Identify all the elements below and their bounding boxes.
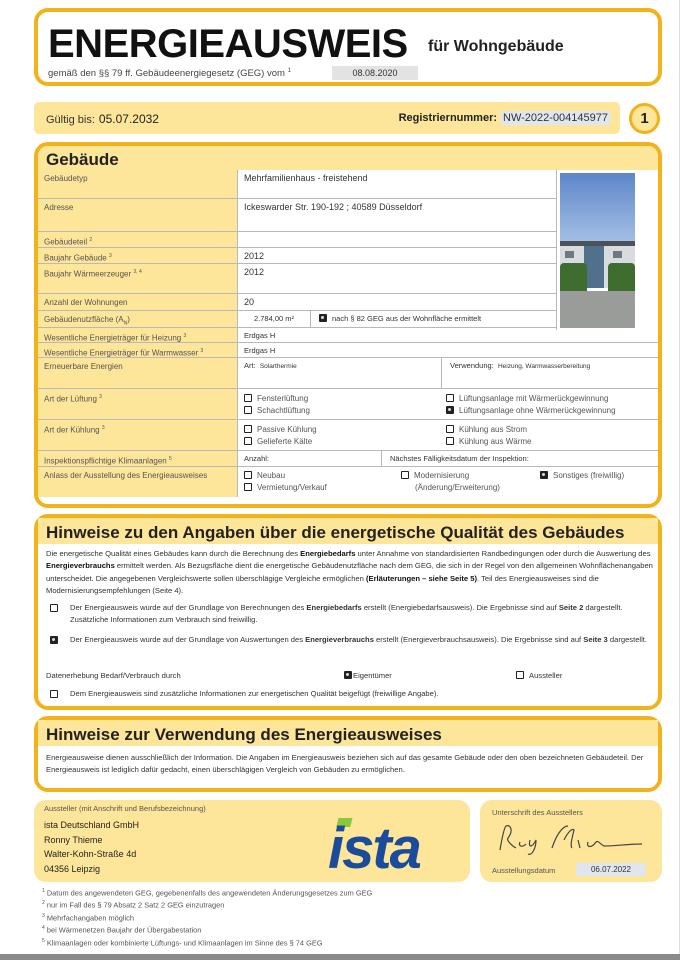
ventilation-option[interactable]: Lüftungsanlage ohne Wärmerückgewinnung (446, 405, 616, 417)
checkbox[interactable] (244, 471, 252, 479)
cooling-option[interactable]: Kühlung aus Strom (446, 424, 531, 436)
quality-notes-intro: Die energetische Qualität eines Gebäudes kann durch die Berechnung des Energiebedarfs unter Annahme von standardisierten Randbedingungen oder durch die Auswertung des Energieverbrauchs ermittelt werden. Als Bezugsfläche dient die energetische Gebäudenutzfläche nach dem GEG, die sich in der Regel von den allgemeinen Wohnflächenangaben unterscheidet. Die angegebenen Vergleichswerte sollen überschlägige Vergleiche ermöglichen (Erläuterungen – siehe Seite 5). Teil des Energieausweises sind die Modernisierungsempfehlungen (Seite 4). (46, 549, 653, 596)
ventilation-options-left (239, 389, 315, 419)
heating-energy-value: Erdgas H (244, 331, 276, 340)
issue-reason-option[interactable]: Modernisierung (Änderung/Erweiterung) (401, 470, 511, 494)
registration-number: Registriernummer: NW-2022-004145977 (398, 112, 608, 124)
data-collection-label: Datenerhebung Bedarf/Verbrauch durch (46, 671, 181, 680)
footnote: $^4$ bei Wärmenetzen Baujahr der Übergabestation (42, 925, 202, 935)
issue-reason-middle (396, 467, 516, 497)
checkbox[interactable] (244, 425, 252, 433)
table-row: Art der Lüftung $^3$ Fensterlüftung Schachtlüftung Lüftungsanlage mit Wärmerückgewinnung Lüftungsanlage ohne Wärmerückgewinnung (38, 389, 658, 420)
table-row: Gebäudenutzfläche $(A_N)$ 2.784,00 m² nach § 82 GEG aus der Wohnfläche ermittelt (38, 311, 557, 328)
ventilation-option[interactable]: Fensterlüftung (244, 393, 310, 405)
valid-until: Gültig bis: 05.07.2032 (46, 112, 159, 126)
viewer-bottom-bar (0, 954, 680, 960)
cooling-option[interactable]: Gelieferte Kälte (244, 436, 317, 448)
cooling-options-left (239, 420, 322, 450)
checkbox[interactable] (401, 471, 409, 479)
law-date-field: 08.08.2020 (332, 66, 418, 80)
checkbox[interactable] (50, 604, 58, 612)
signature-image (492, 818, 652, 858)
usage-notes-section (34, 716, 662, 792)
renewable-type: Art: Solarthermie (244, 361, 297, 370)
page-number-badge: 1 (629, 103, 660, 134)
certificate-header (34, 8, 662, 86)
ventilation-options-right (441, 389, 621, 419)
footnote: $^1$ Datum des angewendeten GEG, gegebenenfalls des angewendeten Änderungsgesetzes zum GEG (42, 888, 373, 898)
checkbox-checked[interactable] (50, 636, 58, 644)
issuer-option[interactable]: Aussteller (516, 670, 562, 682)
quality-notes-section: Hinweise zu den Angaben über die energetische Qualität des Gebäudes Die energetische Qualität eines Gebäudes kann durch die Berechnung des Energiebedarfs unter Annahme von standardisierten Randbedingungen oder durch die Auswertung des Energieverbrauchs ermittelt werden. Als Bezugsfläche dient die energetische Gebäudenutzfläche nach dem GEG, die sich in der Regel von den allgemeinen Wohnflächenangaben unterscheidet. Die angegebenen Vergleichswerte sollen überschlägige Vergleiche ermöglichen (Erläuterungen – siehe Seite 5). Teil des Energieausweises sind die Modernisierungsempfehlungen (Seite 4). Der Energieausweis wurde auf der Grundlage von Berechnungen des Energiebedarfs erstellt (Energiebedarfsausweis). Die Ergebnisse sind auf Seite 2 dargestellt. Zusätzliche Informationen zum Verbrauch sind freiwillig. Der Energieausweis wurde auf der Grundlage von Auswertungen des Energieverbrauchs erstellt (Energieverbrauchsausweis). Die Ergebnisse sind auf Seite 3 dargestellt. Datenerhebung Bedarf/Verbrauch durch Eigentümer Aussteller Dem Energieausweis sind zusätzliche Informationen zur energetischen Qualität beigefügt (freiwillige Angabe). (34, 514, 662, 710)
checkbox[interactable] (244, 483, 252, 491)
hotwater-energy-value: Erdgas H (244, 346, 276, 355)
signature-heading: Unterschrift des Ausstellers (492, 808, 583, 817)
issuer-box (34, 800, 470, 882)
building-part-value (239, 232, 249, 247)
ventilation-option[interactable]: Lüftungsanlage mit Wärmerückgewinnung (446, 393, 616, 405)
issue-reason-option[interactable]: Neubau (244, 470, 327, 482)
cooling-option[interactable]: Kühlung aus Wärme (446, 436, 531, 448)
table-row: Gebäudeteil $^2$ (38, 232, 557, 248)
checkbox[interactable] (516, 671, 524, 679)
table-row: Baujahr Wärmeerzeuger $^{3, 4}$ 2012 (38, 264, 557, 294)
checkbox[interactable] (244, 437, 252, 445)
quality-notes-title: Hinweise zu den Angaben über die energetische Qualität des Gebäudes (38, 518, 658, 544)
usage-notes-title: Hinweise zur Verwendung des Energieausweises (38, 720, 658, 746)
checkbox-checked[interactable] (446, 406, 454, 414)
construction-year-value: 2012 (244, 251, 265, 261)
issue-reason-right (535, 467, 629, 497)
checkbox-checked[interactable] (540, 471, 548, 479)
issue-reason-left (239, 467, 332, 497)
floor-area-value: 2.784,00 m² (253, 314, 295, 323)
building-photo-image (560, 173, 635, 328)
validity-bar (34, 102, 620, 134)
issue-reason-option[interactable]: Sonstiges (freiwillig) (540, 470, 624, 482)
issue-date-value: 06.07.2022 (576, 863, 646, 876)
signature-box (480, 800, 662, 882)
footnote: $^3$ Mehrfachangaben möglich (42, 912, 134, 923)
building-section-title: Gebäude (38, 146, 658, 170)
registration-number-value: NW-2022-004145977 (503, 112, 608, 124)
table-row: Art der Kühlung $^3$ Passive Kühlung Gelieferte Kälte Kühlung aus Strom Kühlung aus Wärme (38, 420, 658, 451)
checkbox[interactable] (446, 425, 454, 433)
valid-until-value: 05.07.2032 (98, 112, 159, 126)
table-row: Inspektionspflichtige Klimaanlagen $^5$ Anzahl: Nächstes Fälligkeitsdatum der Inspektion: (38, 451, 658, 467)
table-row: Adresse Ickeswarder Str. 190-192 ; 40589 Düsseldorf (38, 199, 557, 232)
ac-inspection-due: Nächstes Fälligkeitsdatum der Inspektion: (390, 454, 529, 463)
address-value: Ickeswarder Str. 190-192 ; 40589 Düsseldorf (244, 202, 423, 212)
building-type-value: Mehrfamilienhaus - freistehend (244, 173, 368, 183)
table-row: Gebäudetyp Mehrfamilienhaus - freistehend (38, 170, 557, 199)
issue-date-label: Ausstellungsdatum (492, 866, 556, 875)
floor-area-option: nach § 82 GEG aus der Wohnfläche ermittelt (314, 311, 486, 327)
footnote: $^2$ nur im Fall des § 79 Absatz 2 Satz 2 GEG einzutragen (42, 900, 225, 910)
issue-reason-option[interactable]: Vermietung/Verkauf (244, 482, 327, 494)
checkbox[interactable] (446, 437, 454, 445)
checkbox[interactable] (50, 690, 58, 698)
checkbox[interactable] (244, 394, 252, 402)
building-photo (556, 170, 658, 330)
usage-notes-text: Energieausweise dienen ausschließlich der Information. Die Angaben im Energieausweis beziehen sich auf das gesamte Gebäude oder den oben bezeichneten Gebäudeteil. Der Energieausweis ist lediglich dafür gedacht, einen überschlägigen Vergleich von Gebäuden zu ermöglichen. (46, 753, 644, 775)
ventilation-option[interactable]: Schachtlüftung (244, 405, 310, 417)
table-row: Baujahr Gebäude $^3$ 2012 (38, 248, 557, 264)
cooling-option[interactable]: Passive Kühlung (244, 424, 317, 436)
checkbox[interactable] (244, 406, 252, 414)
footnotes (42, 886, 372, 948)
owner-option[interactable]: Eigentümer (344, 670, 392, 682)
table-row: Wesentliche Energieträger für Warmwasser $^3$ Erdgas H (38, 343, 658, 358)
cooling-options-right (441, 420, 536, 450)
table-row: Anzahl der Wohnungen 20 (38, 294, 557, 311)
ista-logo-text: ista (328, 816, 420, 872)
table-row: Erneuerbare Energien Art: Solarthermie Verwendung: Heizung, Warmwasserbereitung (38, 358, 658, 389)
ac-count: Anzahl: (244, 454, 270, 463)
certificate-subtitle: für Wohngebäude (428, 38, 564, 55)
certificate-title: ENERGIEAUSWEIS (48, 22, 408, 66)
table-row: Wesentliche Energieträger für Heizung $^3$ Erdgas H (38, 328, 658, 343)
issuer-heading: Aussteller (mit Anschrift und Berufsbezeichnung) (44, 804, 206, 813)
checkbox[interactable] (446, 394, 454, 402)
table-row: Anlass der Ausstellung des Energieausweises Neubau Vermietung/Verkauf Modernisierung (Änderung/Erweiterung) Sonstiges (freiwillig) (38, 467, 658, 497)
footnote: $^5$ Klimaanlagen oder kombinierte Lüftungs- und Klimaanlagen im Sinne des § 74 GEG (42, 937, 323, 948)
heater-year-value: 2012 (244, 267, 265, 277)
ista-logo (326, 812, 456, 872)
building-section (34, 142, 662, 508)
apartment-count-value: 20 (244, 297, 255, 307)
law-reference: gemäß den §§ 79 ff. Gebäudeenergiegesetz (GEG) vom $^1$ (48, 68, 291, 80)
area-method-checkbox[interactable] (319, 314, 327, 322)
renewable-usage: Verwendung: Heizung, Warmwasserbereitung (450, 361, 591, 370)
issuer-address: ista Deutschland GmbH Ronny Thieme Walter-Kohn-Straße 4d 04356 Leipzig (44, 820, 140, 874)
checkbox-checked[interactable] (344, 671, 352, 679)
